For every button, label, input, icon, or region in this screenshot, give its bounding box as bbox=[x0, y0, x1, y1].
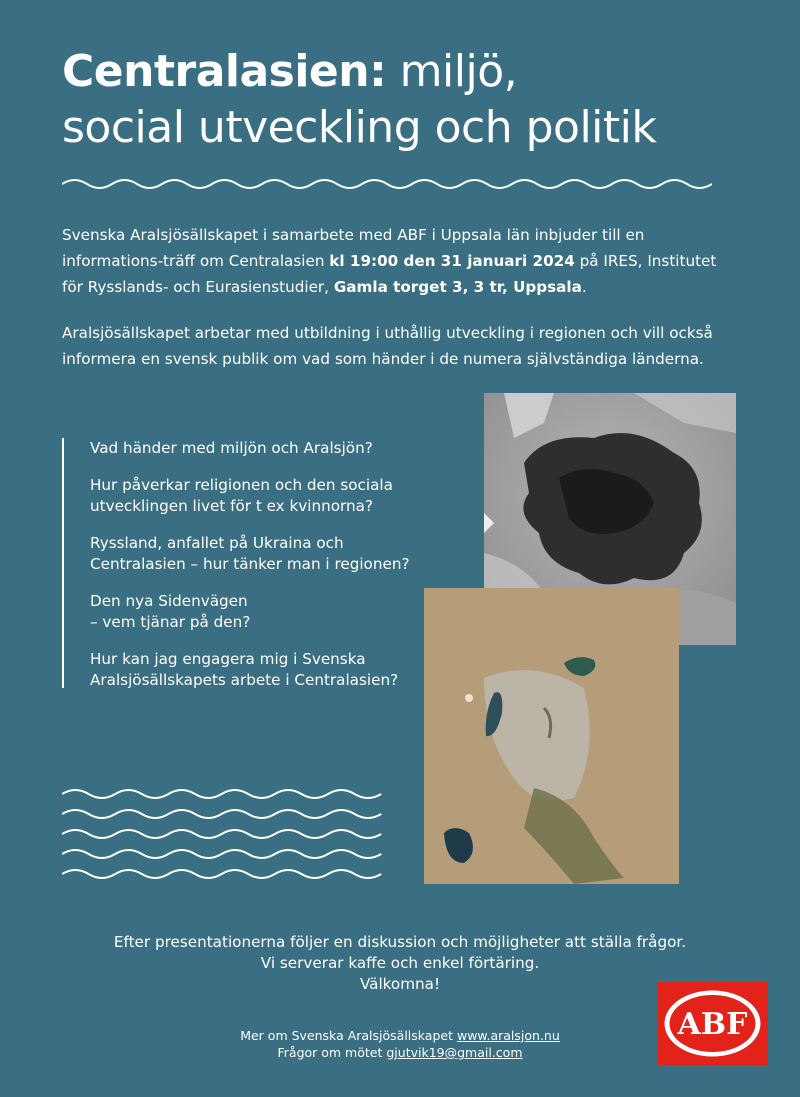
abf-logo-text: ABF bbox=[677, 1007, 748, 1042]
title-line2: social utveckling och politik bbox=[62, 102, 657, 153]
question-item: Hur påverkar religionen och den sociala utvecklingen livet för t ex kvinnorna? bbox=[90, 476, 393, 515]
title-rest: miljö, bbox=[386, 46, 518, 97]
event-time: kl 19:00 den 31 januari 2024 bbox=[329, 252, 575, 270]
question-item: Ryssland, anfallet på Ukraina och Centralasien – hur tänker man i regionen? bbox=[90, 534, 410, 573]
footer-label-2: Frågor om mötet bbox=[277, 1045, 387, 1060]
page-title bbox=[62, 44, 762, 156]
intro-paragraph-1 bbox=[62, 222, 742, 300]
intro-p1-b: på IRES, Institutet för Rysslands- och Eurasienstudier, bbox=[62, 252, 717, 296]
closing-line-3: Välkomna! bbox=[359, 975, 441, 993]
questions-list bbox=[62, 438, 422, 688]
website-link[interactable]: www.aralsjon.nu bbox=[456, 1028, 560, 1043]
title-bold: Centralasien: bbox=[62, 46, 387, 97]
wave-decoration bbox=[62, 784, 382, 884]
wave-divider bbox=[62, 176, 712, 192]
intro-p1-c: . bbox=[581, 278, 587, 296]
question-item: Vad händer med miljön och Aralsjön? bbox=[90, 439, 373, 457]
satellite-aral-sea-color bbox=[424, 588, 679, 884]
intro-text bbox=[62, 222, 742, 392]
email-link[interactable]: gjutvik19@gmail.com bbox=[386, 1045, 523, 1060]
question-item: Hur kan jag engagera mig i Svenska Aralsjösällskapets arbete i Centralasien? bbox=[90, 650, 399, 689]
closing-line-2: Vi serverar kaffe och enkel förtäring. bbox=[260, 954, 540, 972]
intro-p1-a: Svenska Aralsjösällskapet i samarbete med ABF i Uppsala län inbjuder till en informations-träff om Centralasien bbox=[62, 226, 645, 270]
footer-label-1: Mer om Svenska Aralsjösällskapet bbox=[240, 1028, 457, 1043]
event-place: Gamla torget 3, 3 tr, Uppsala bbox=[333, 278, 582, 296]
question-item: Den nya Sidenvägen – vem tjänar på den? bbox=[90, 592, 251, 631]
abf-logo bbox=[657, 982, 768, 1065]
closing-line-1: Efter presentationerna följer en diskussion och möjligheter att ställa frågor. bbox=[113, 933, 687, 951]
intro-paragraph-2: Aralsjösällskapet arbetar med utbildning i uthållig utveckling i regionen och vill också informera en svensk publik om vad som händer i de numera självständiga länderna. bbox=[62, 324, 713, 368]
